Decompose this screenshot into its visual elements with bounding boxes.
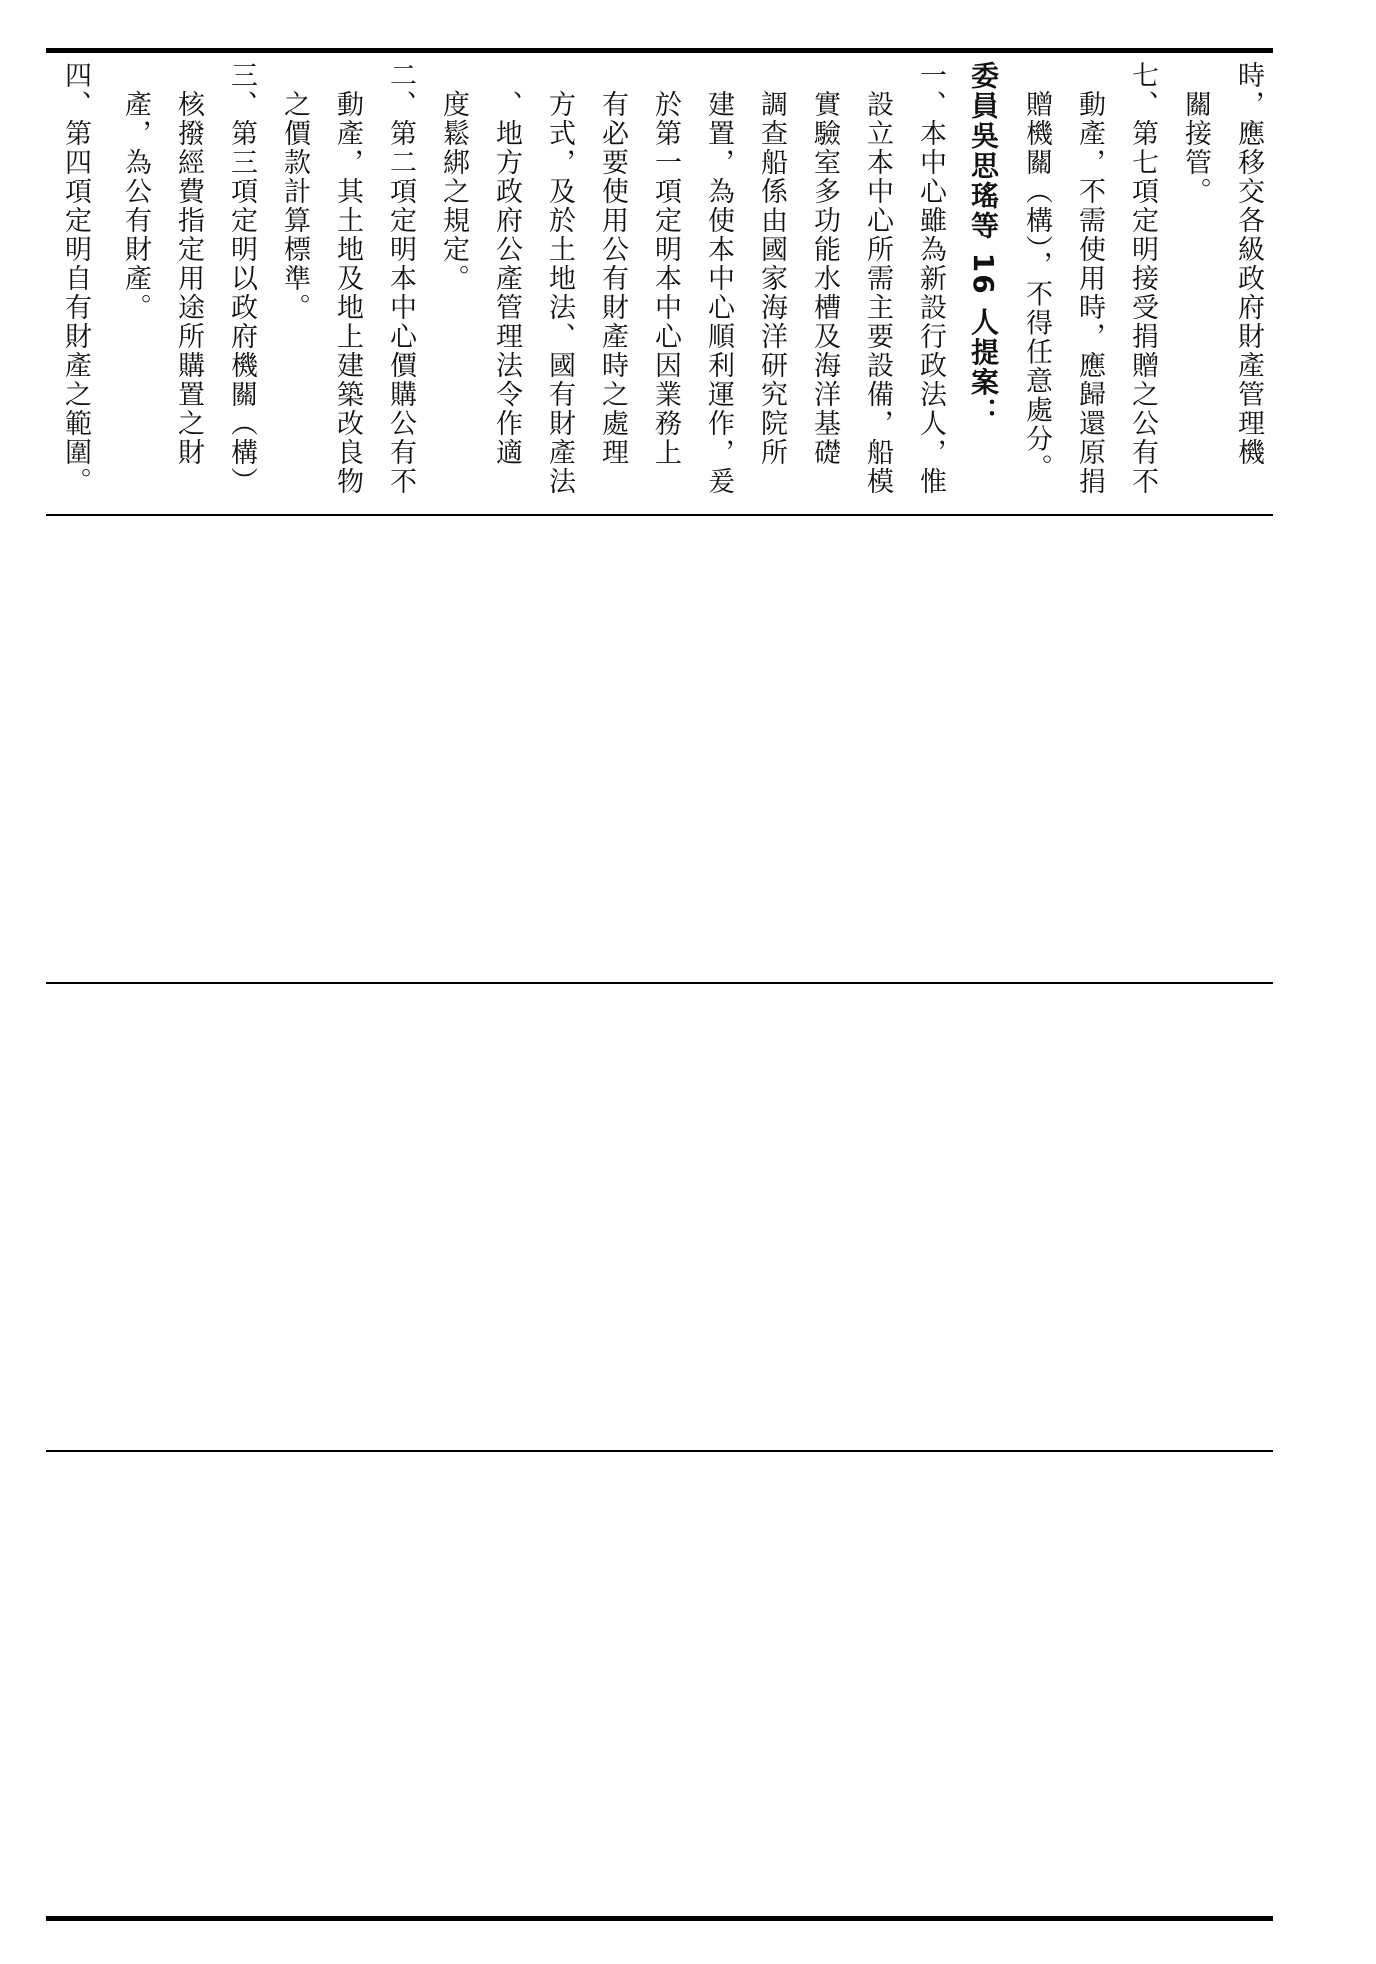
text-column: 動產，其土地及地上建築改良物 <box>332 61 363 496</box>
text-column: 贈機關（構），不得任意處分。 <box>1021 61 1052 483</box>
text-column: 建置，為使本中心順利運作，爰 <box>703 61 734 496</box>
empty-cell <box>46 984 1273 1450</box>
text-column: 度鬆綁之規定。 <box>438 61 469 293</box>
table-top-rule <box>46 48 1273 53</box>
text-column: 、地方政府公產管理法令作適 <box>491 61 522 467</box>
empty-cell <box>46 516 1273 982</box>
table-bottom-rule <box>46 1916 1273 1921</box>
text-column: 動產，不需使用時，應歸還原捐 <box>1074 61 1105 496</box>
text-column: 核撥經費指定用途所購置之財 <box>173 61 204 467</box>
text-column: 調查船係由國家海洋研究院所 <box>756 61 787 467</box>
explanation-cell <box>46 55 1273 513</box>
empty-cell <box>46 1452 1273 1916</box>
text-column: 二、第二項定明本中心價購公有不 <box>385 61 416 496</box>
text-column: 一、本中心雖為新設行政法人，惟 <box>915 61 946 496</box>
text-column: 實驗室多功能水槽及海洋基礎 <box>809 61 840 467</box>
text-column: 七、第七項定明接受捐贈之公有不 <box>1127 61 1158 496</box>
text-column: 時，應移交各級政府財產管理機 <box>1233 61 1264 467</box>
text-column: 之價款計算標準。 <box>279 61 310 322</box>
text-column: 關接管。 <box>1180 61 1211 206</box>
text-column: 三、第三項定明以政府機關（構） <box>226 61 257 496</box>
text-column: 四、第四項定明自有財產之範圍。 <box>60 61 91 496</box>
text-column: 產，為公有財產。 <box>120 61 151 322</box>
proposal-heading: 委員吳思瑤等 16 人提案： <box>967 61 1000 428</box>
text-column: 於第一項定明本中心因業務上 <box>650 61 681 467</box>
text-column: 設立本中心所需主要設備，船模 <box>862 61 893 496</box>
text-column: 有必要使用公有財產時之處理 <box>597 61 628 467</box>
text-column: 方式，及於土地法、國有財產法 <box>544 61 575 496</box>
